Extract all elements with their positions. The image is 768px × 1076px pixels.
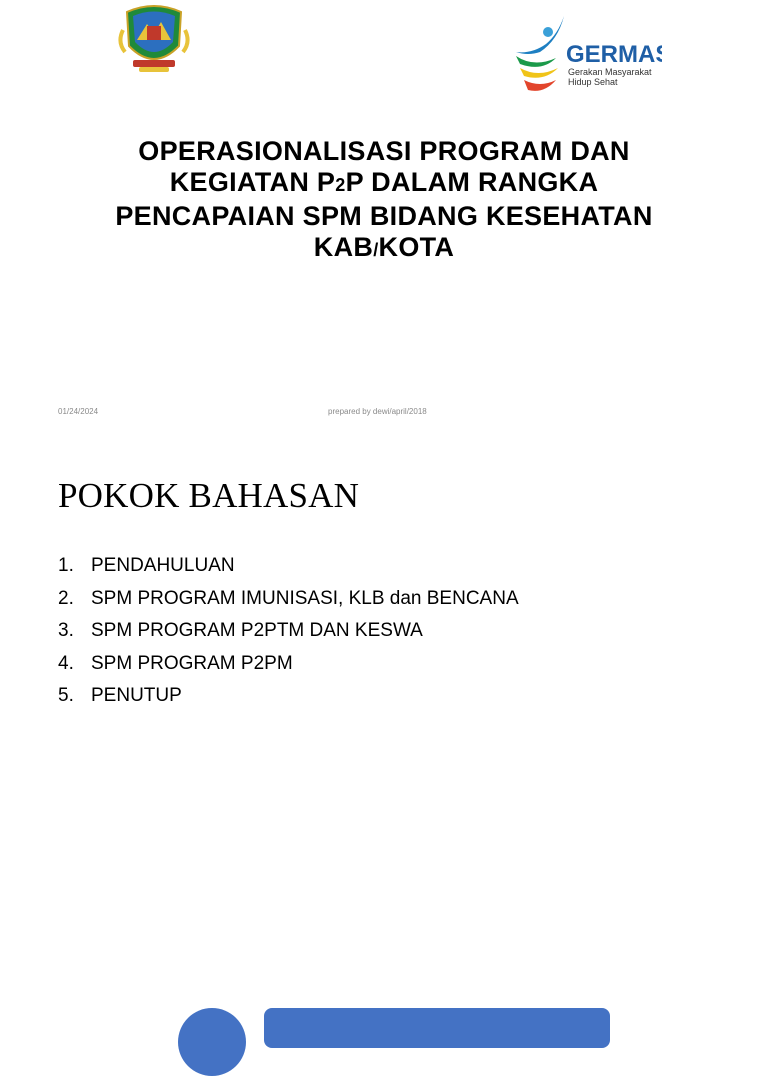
list-item: 4. SPM PROGRAM P2PM (58, 652, 293, 674)
list-item: 2. SPM PROGRAM IMUNISASI, KLB dan BENCANA (58, 587, 519, 609)
list-item: 3. SPM PROGRAM P2PTM DAN KESWA (58, 620, 423, 641)
svg-text:Gerakan Masyarakat: Gerakan Masyarakat (568, 67, 652, 77)
title-line-1: OPERASIONALISASI PROGRAM DAN (138, 136, 630, 166)
title-line-2: KEGIATAN P2P DALAM RANGKA (169, 167, 599, 197)
title-line-4: KAB/KOTA (313, 232, 455, 262)
footer-note: prepared by dewi/april/2018 (328, 407, 427, 416)
agenda-slide (0, 430, 768, 1024)
jawa-tengah-emblem-icon (117, 2, 191, 74)
slide-title (60, 136, 708, 266)
agenda-list (58, 550, 519, 713)
list-item: 5. PENUTUP (58, 685, 182, 706)
svg-text:GERMAS: GERMAS (566, 41, 662, 68)
germas-logo-icon (512, 14, 662, 98)
bar-decoration (264, 1008, 610, 1048)
agenda-heading: POKOK BAHASAN (58, 476, 360, 515)
list-item: 1. PENDAHULUAN (58, 555, 235, 576)
svg-text:Hidup Sehat: Hidup Sehat (568, 77, 618, 87)
title-slide (0, 0, 768, 430)
circle-decoration (178, 1008, 246, 1076)
title-line-3: PENCAPAIAN SPM BIDANG KESEHATAN (115, 201, 653, 231)
footer-date: 01/24/2024 (58, 407, 99, 416)
